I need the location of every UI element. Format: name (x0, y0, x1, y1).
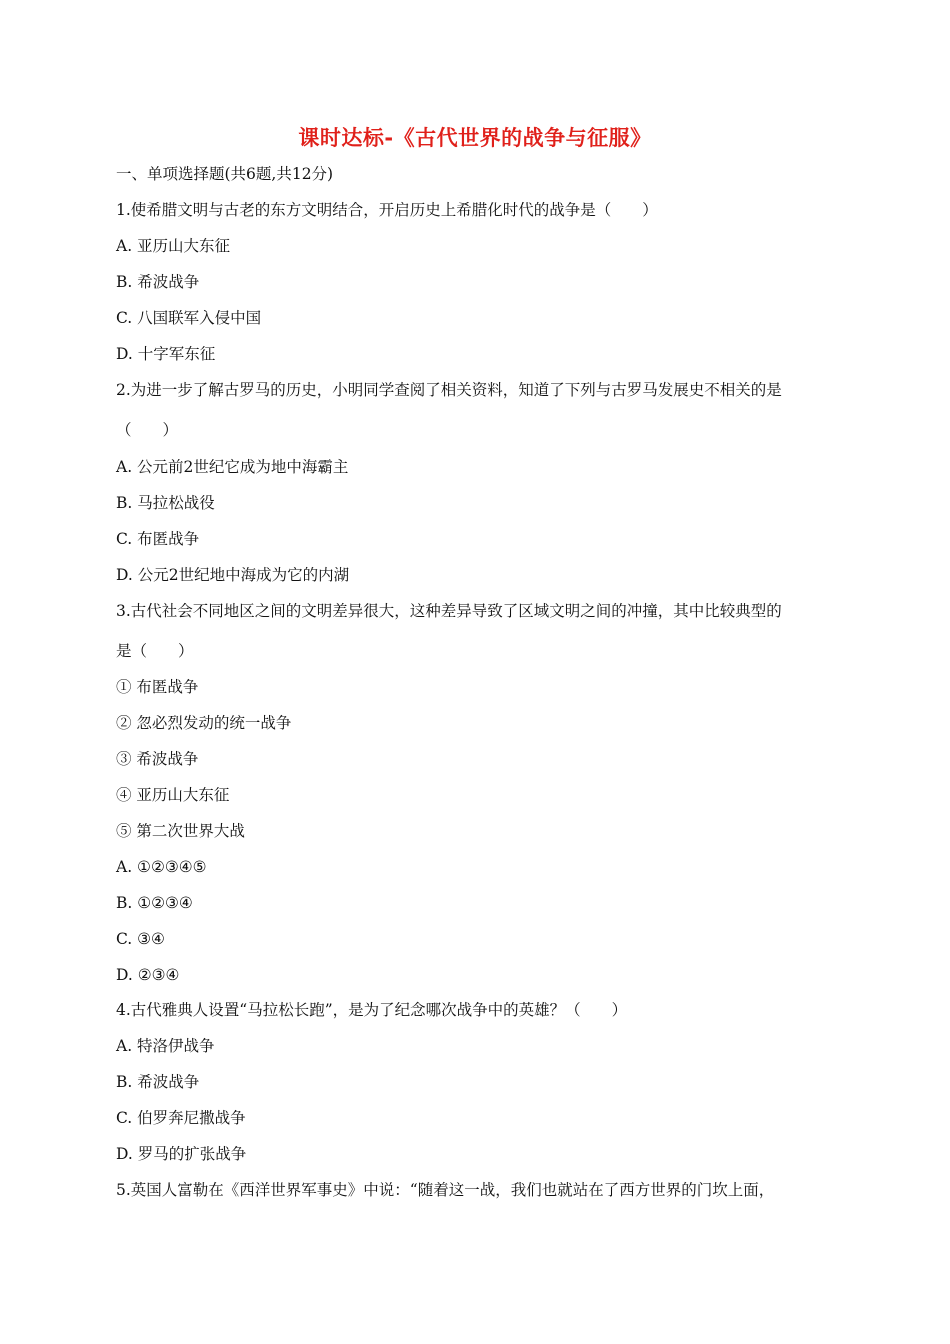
question-2-option-d: D. 公元2世纪地中海成为它的内湖 (116, 566, 350, 584)
question-4-stem: 4.古代雅典人设置“马拉松长跑”，是为了纪念哪次战争中的英雄？（ ） (116, 1001, 628, 1019)
question-2-stem: 2.为进一步了解古罗马的历史，小明同学查阅了相关资料，知道了下列与古罗马发展史不相关的是 (116, 381, 782, 399)
question-1-option-c: C. 八国联军入侵中国 (116, 309, 262, 327)
question-3-item-1: ① 布匿战争 (116, 678, 199, 696)
question-3-option-b: B. ①②③④ (116, 894, 193, 912)
question-3-option-c: C. ③④ (116, 930, 165, 948)
question-4-option-a: A. 特洛伊战争 (116, 1037, 215, 1055)
question-1-option-a: A. 亚历山大东征 (116, 237, 231, 255)
question-3-item-2: ② 忽必烈发动的统一战争 (116, 714, 292, 732)
question-4-option-c: C. 伯罗奔尼撒战争 (116, 1109, 246, 1127)
question-5-stem: 5.英国人富勒在《西洋世界军事史》中说：“随着这一战，我们也就站在了西方世界的门坎上面， (116, 1181, 775, 1199)
question-3-item-4: ④ 亚历山大东征 (116, 786, 230, 804)
question-1-stem: 1.使希腊文明与古老的东方文明结合，开启历史上希腊化时代的战争是（ ） (116, 201, 658, 219)
section-heading: 一、单项选择题(共6题,共12分) (116, 165, 334, 183)
question-3-option-d: D. ②③④ (116, 966, 180, 984)
question-3-stem-continued: 是（ ） (116, 642, 194, 660)
question-1-option-d: D. 十字军东征 (116, 345, 216, 363)
question-4-option-b: B. 希波战争 (116, 1073, 200, 1091)
question-3-item-5: ⑤ 第二次世界大战 (116, 822, 245, 840)
question-3-stem: 3.古代社会不同地区之间的文明差异很大，这种差异导致了区域文明之间的冲撞，其中比较典型的 (116, 602, 782, 620)
question-3-option-a: A. ①②③④⑤ (116, 858, 207, 876)
question-2-option-b: B. 马拉松战役 (116, 494, 215, 512)
question-4-option-d: D. 罗马的扩张战争 (116, 1145, 247, 1163)
question-1-option-b: B. 希波战争 (116, 273, 200, 291)
question-2-option-c: C. 布匿战争 (116, 530, 200, 548)
page-title: 课时达标-《古代世界的战争与征服》 (298, 126, 652, 150)
question-3-item-3: ③ 希波战争 (116, 750, 199, 768)
question-2-stem-continued: （ ） (116, 421, 179, 439)
question-2-option-a: A. 公元前2世纪它成为地中海霸主 (116, 458, 349, 476)
